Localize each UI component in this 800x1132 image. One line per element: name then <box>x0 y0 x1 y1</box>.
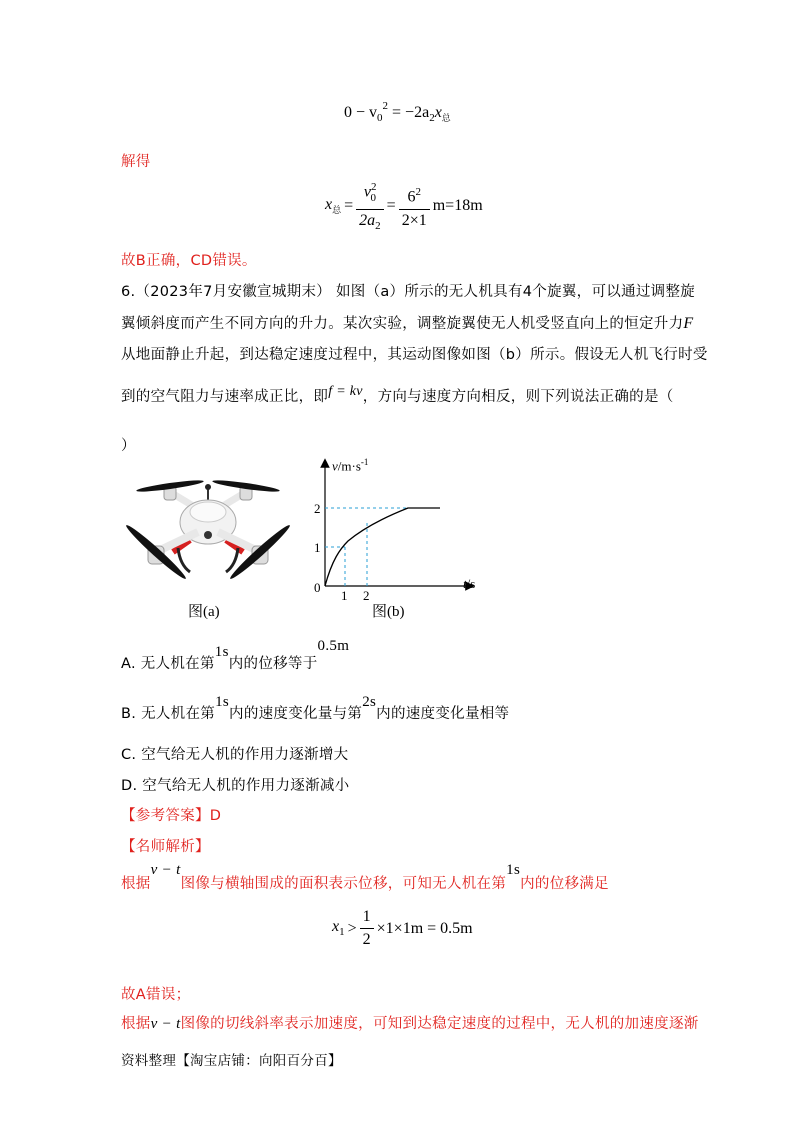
option-c: C. 空气给无人机的作用力逐渐增大 <box>121 747 349 763</box>
footer-text: 资料整理【淘宝店铺：向阳百分百】 <box>121 1053 342 1069</box>
conclusion-a-wrong: 故A错误； <box>121 987 191 1003</box>
analysis-line-1: 根据v − t图像与横轴围成的面积表示位移，可知无人机在第1s内的位移满足 <box>121 862 609 892</box>
option-a: A. 无人机在第1s内的位移等于0.5m <box>121 638 350 672</box>
question-line-2: 翼倾斜度而产生不同方向的升力。某次实验，调整旋翼使无人机受竖直向上的恒定升力F <box>121 315 694 332</box>
velocity-curve <box>325 508 440 586</box>
question-line-5: ） <box>121 438 136 454</box>
equation-2: $x_总$ = $\frac{v^2_0}{2a_2}$ = $\frac{6^2}{2\times 1}$ m=18m <box>325 176 483 237</box>
figure-a-caption: 图(a) <box>188 604 220 620</box>
equation-3: $x_1$ > $\frac{1}{2}$ ×1×1m = 0.5m <box>332 908 473 948</box>
x-tick-2: 2 <box>363 588 370 603</box>
drone-image <box>118 460 296 590</box>
question-line-4: 到的空气阻力与速率成正比，即f = kv，方向与速度方向相反，则下列说法正确的是（ <box>121 384 674 405</box>
answer-label: 【参考答案】D <box>121 808 222 824</box>
label-solve: 解得 <box>121 154 151 170</box>
question-line-1: 6.（2023年7月安徽宣城期末） 如图（a）所示的无人机具有4个旋翼，可以通过调整旋 <box>121 284 696 300</box>
y-axis-label: $v/m\cdot s^{-1}$ <box>332 457 369 474</box>
x-axis-label: t/s <box>463 576 476 591</box>
option-d: D. 空气给无人机的作用力逐渐减小 <box>121 778 350 794</box>
question-line-3: 从地面静止升起，到达稳定速度过程中，其运动图像如图（b）所示。假设无人机飞行时受 <box>121 347 708 363</box>
figure-b-caption: 图(b) <box>372 604 405 620</box>
origin-label: 0 <box>314 580 321 595</box>
option-b: B. 无人机在第1s内的速度变化量与第2s内的速度变化量相等 <box>121 694 510 722</box>
y-tick-1: 1 <box>314 540 321 555</box>
analysis-line-2: 根据v − t图像的切线斜率表示加速度，可知到达稳定速度的过程中，无人机的加速度逐渐 <box>121 1016 699 1032</box>
conclusion-b-correct: 故B正确，CD错误。 <box>121 253 257 269</box>
y-tick-2: 2 <box>314 501 321 516</box>
analysis-label: 【名师解析】 <box>121 839 210 855</box>
vt-graph <box>300 455 490 605</box>
x-tick-1: 1 <box>341 588 348 603</box>
equation-1: $0 - v_0^2 = -2a_2x_总$ <box>344 100 451 125</box>
